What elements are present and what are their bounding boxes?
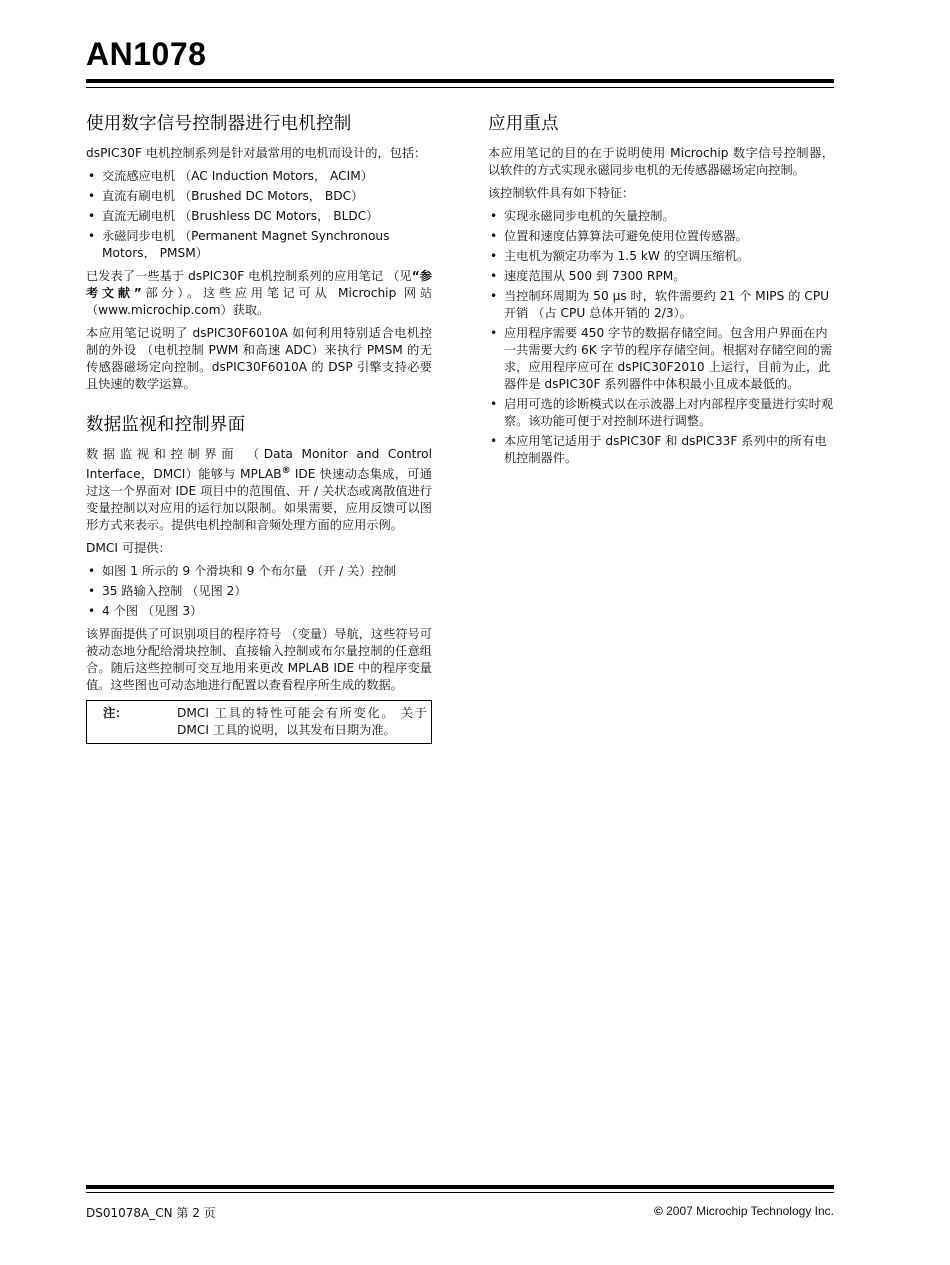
copyright-text: 2007 Microchip Technology Inc.: [662, 1204, 834, 1218]
section-title-dmci: 数据监视和控制界面: [86, 415, 246, 435]
note-box: [86, 700, 432, 744]
list-item: • 如图 1 所示的 9 个滑块和 9 个布尔量 （开 / 关）控制: [86, 563, 432, 580]
footer-page-number: DS01078A_CN 第 2 页: [86, 1206, 216, 1220]
left-column: [86, 110, 432, 744]
dmci-feature-list: [86, 563, 432, 620]
highlights-intro: 本应用笔记的目的在于说明使用 Microchip 数字信号控制器，以软件的方式实现永磁同步电机的无传感器磁场定向控制。: [488, 146, 834, 177]
list-item: • 位置和速度估算算法可避免使用位置传感器。: [488, 228, 834, 245]
note-text: DMCI 工具的特性可能会有所变化。 关于 DMCI 工具的说明，以其发布日期为准。: [177, 706, 427, 738]
software-features-intro: 该控制软件具有如下特征：: [488, 186, 635, 200]
dmci-description: [86, 446, 432, 534]
footer-copyright: [654, 1204, 834, 1218]
header-rule-thick: [86, 79, 834, 83]
list-item: • 4 个图 （见图 3）: [86, 603, 432, 620]
dmci-provides: DMCI 可提供：: [86, 541, 171, 556]
app-note-description: 本应用笔记说明了 dsPIC30F6010A 如何利用特别适合电机控制的外设 （电机控制 PWM 和高速 ADC）来执行 PMSM 的无传感器磁场定向控制。dsPIC30F6010A 的 DSP 引擎支持必要且快速的数学运算。: [86, 326, 432, 391]
list-item: • 启用可选的诊断模式以在示波器上对内部程序变量进行实时观察。该功能可便于对控制环进行调整。: [488, 396, 834, 430]
section-title-highlights: 应用重点: [488, 114, 559, 134]
footer-rule-thick: [86, 1185, 834, 1189]
list-item: • 35 路输入控制 （见图 2）: [86, 583, 432, 600]
list-item: • 应用程序需要 450 字节的数据存储空间。包含用户界面在内一共需要大约 6K 字节的程序存储空间。根据对存储空间的需求，应用程序应可在 dsPIC30F2010 上运行，目前为止，此器件是 dsPIC30F 系列器件中体积最小且成本最低的。: [488, 325, 834, 393]
right-column: [488, 110, 834, 473]
motor-family-intro: dsPIC30F 电机控制系列是针对最常用的电机而设计的，包括：: [86, 146, 427, 160]
app-notes-text-a: 已发表了一些基于 dsPIC30F 电机控制系列的应用笔记 （见: [86, 269, 412, 283]
document-id: AN1078: [86, 36, 207, 72]
list-item: • 速度范围从 500 到 7300 RPM。: [488, 268, 834, 285]
registered-mark: ®: [281, 466, 291, 476]
header-rule-thin: [86, 87, 834, 88]
list-item: • 直流无刷电机 （Brushless DC Motors， BLDC）: [86, 208, 432, 225]
list-item: • 主电机为额定功率为 1.5 kW 的空调压缩机。: [488, 248, 834, 265]
footer-rule-thin: [86, 1192, 834, 1193]
app-notes-text-b: 部分）。这些应用笔记可从 Microchip 网站 （www.microchip.com）获取。: [86, 286, 433, 317]
list-item: • 交流感应电机 （AC Induction Motors， ACIM）: [86, 168, 432, 185]
dmci-text-a: 数据监视和控制界面 （Data Monitor and Control Interface，DMCI）能够与 MPLAB: [86, 447, 432, 482]
app-notes-paragraph: [86, 268, 432, 319]
copyright-icon: ©: [653, 1204, 663, 1218]
list-item: • 实现永磁同步电机的矢量控制。: [488, 208, 834, 225]
section-title-motor-control: 使用数字信号控制器进行电机控制: [86, 114, 352, 134]
references-link-text: “参考文献”: [86, 269, 432, 300]
list-item: • 直流有刷电机 （Brushed DC Motors， BDC）: [86, 188, 432, 205]
dmci-navigation-paragraph: 该界面提供了可识别项目的程序符号 （变量）导航，这些符号可被动态地分配给滑块控制、直接输入控制或布尔量控制的任意组合。随后这些控制可交互地用来更改 MPLAB IDE 中的程序变量值。这些图也可动态地进行配置以查看程序所生成的数据。: [86, 627, 432, 693]
note-label: 注：: [103, 706, 128, 721]
list-item: • 本应用笔记适用于 dsPIC30F 和 dsPIC33F 系列中的所有电机控制器件。: [488, 433, 834, 467]
software-feature-list: [488, 208, 834, 467]
motor-type-list: [86, 168, 432, 262]
dmci-text-b: IDE 快速动态集成，可通过这一个界面对 IDE 项目中的范围值、开 / 关状态或离散值进行变量控制以对应用的运行加以限制。如果需要，应用反馈可以图形方式来表示。提供电机控制和音频处理方面的应用示例。: [86, 467, 432, 533]
list-item: • 当控制环周期为 50 μs 时，软件需要约 21 个 MIPS 的 CPU 开销 （占 CPU 总体开销的 2/3）。: [488, 288, 834, 322]
list-item: • 永磁同步电机 （Permanent Magnet Synchronous Motors， PMSM）: [86, 228, 432, 262]
